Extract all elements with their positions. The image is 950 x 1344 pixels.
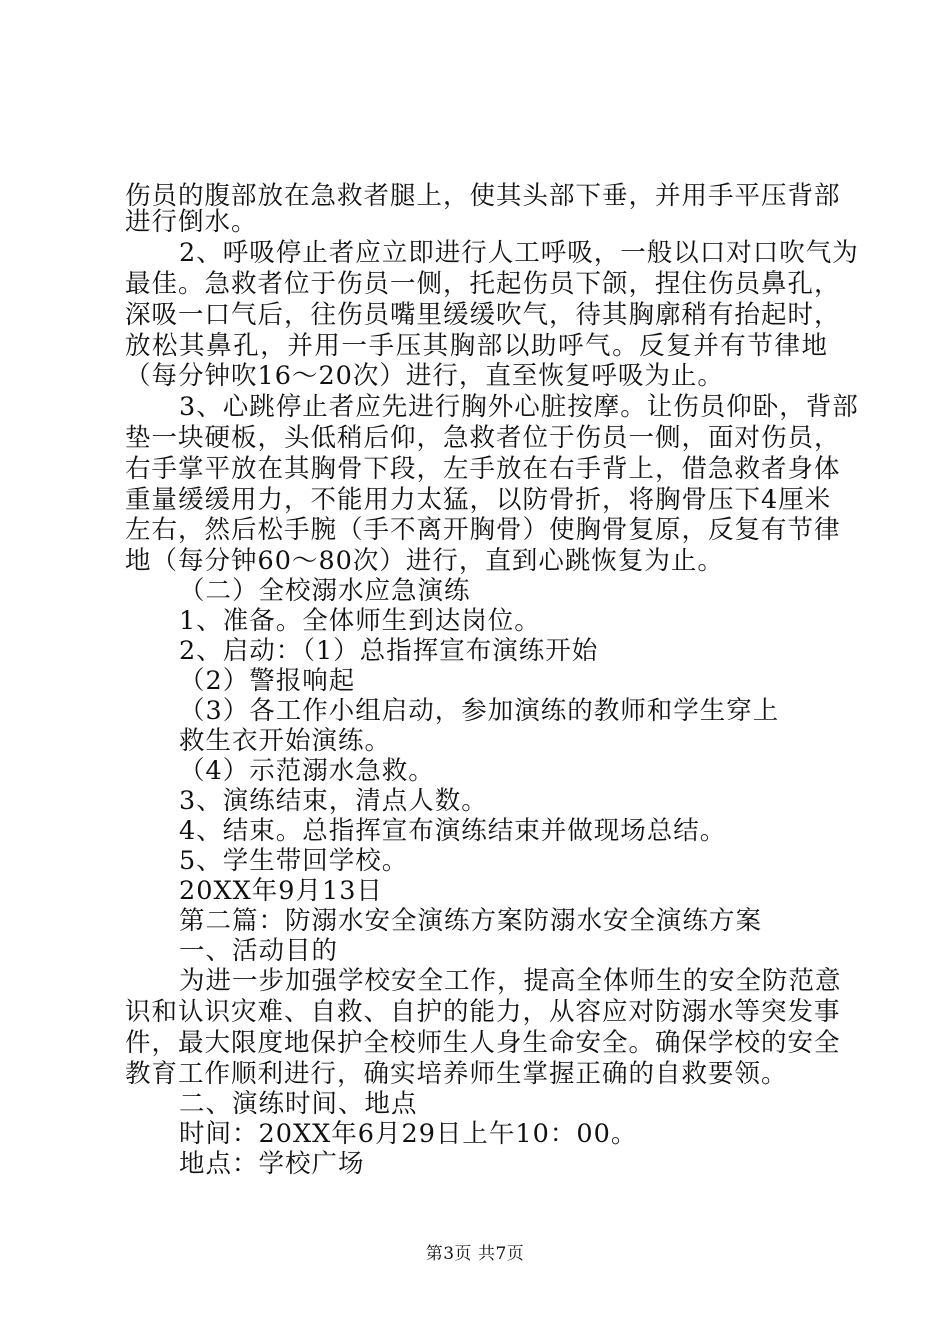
text-line: 垫一块硬板，头低稍后仰，急救者位于伤员一侧，面对伤员，	[125, 423, 841, 453]
section-heading: 二、演练时间、地点	[179, 1089, 418, 1119]
text-line: 为进一步加强学校安全工作，提高全体师生的安全防范意	[179, 966, 842, 996]
text-line: 伤员的腹部放在急救者腿上，使其头部下垂，并用手平压背部	[125, 181, 841, 211]
text-line: 重量缓缓用力，不能用力太猛，以防骨折，将胸骨压下4厘米	[125, 485, 832, 515]
text-line: （每分钟吹16～20次）进行，直至恢复呼吸为止。	[125, 361, 724, 391]
text-line: （3）各工作小组启动，参加演练的教师和学生穿上	[179, 696, 780, 726]
section-heading: 一、活动目的	[179, 936, 339, 966]
text-line: 5、学生带回学校。	[179, 846, 409, 876]
text-line: 3、心跳停止者应先进行胸外心脏按摩。让伤员仰卧，背部	[179, 392, 859, 422]
text-line: 进行倒水。	[125, 207, 258, 237]
text-line: 地（每分钟60～80次）进行，直到心跳恢复为止。	[125, 546, 724, 576]
text-line: 1、准备。全体师生到达岗位。	[179, 606, 541, 636]
text-line: 2、呼吸停止者应立即进行人工呼吸，一般以口对口吹气为	[179, 238, 859, 268]
text-line: 4、结束。总指挥宣布演练结束并做现场总结。	[179, 816, 727, 846]
page-footer: 第3页 共7页	[425, 1244, 525, 1264]
text-line: 时间：20XX年6月29日上午10：00。	[179, 1119, 638, 1149]
text-line: 最佳。急救者位于伤员一侧，托起伤员下颌，捏住伤员鼻孔，	[125, 269, 841, 299]
text-line: （2）警报响起	[179, 666, 356, 696]
text-line: 教育工作顺利进行，确实培养师生掌握正确的自救要领。	[125, 1059, 788, 1089]
text-line: 右手掌平放在其胸骨下段，左手放在右手背上，借急救者身体	[125, 454, 841, 484]
date-line: 20XX年9月13日	[179, 876, 383, 906]
section-heading: 第二篇：防溺水安全演练方案防溺水安全演练方案	[179, 906, 763, 936]
text-line: 2、启动：（1）总指挥宣布演练开始	[179, 636, 599, 666]
text-line: 救生衣开始演练。	[179, 726, 392, 756]
text-line: 件，最大限度地保护全校师生人身生命安全。确保学校的安全	[125, 1028, 841, 1058]
text-line: 放松其鼻孔，并用一手压其胸部以助呼气。反复并有节律地	[125, 331, 828, 361]
text-line: 地点：学校广场	[179, 1149, 365, 1179]
text-line: 左右，然后松手腕（手不离开胸骨）使胸骨复原，反复有节律	[125, 515, 841, 545]
text-line: 识和认识灾难、自救、自护的能力，从容应对防溺水等突发事	[125, 997, 841, 1027]
text-line: 3、演练结束，清点人数。	[179, 786, 488, 816]
text-line: 深吸一口气后，往伤员嘴里缓缓吹气，待其胸廓稍有抬起时，	[125, 300, 841, 330]
text-line: （4）示范溺水急救。	[179, 756, 435, 786]
section-heading: （二）全校溺水应急演练	[179, 576, 471, 606]
